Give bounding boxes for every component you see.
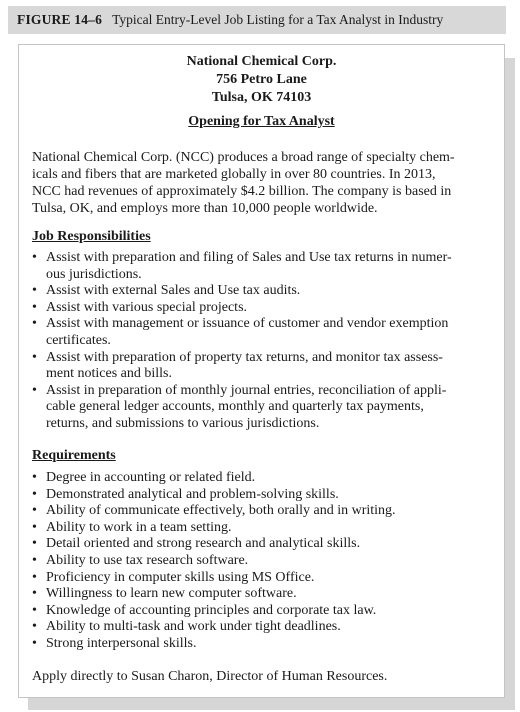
requirements-list [32, 470, 494, 653]
bullet-icon: • [32, 619, 37, 635]
bullet-icon: • [32, 283, 37, 299]
intro-line: National Chemical Corp. (NCC) produces a broad range of specialty chem- [32, 150, 455, 165]
figure-caption: Typical Entry-Level Job Listing for a Tax Analyst in Industry [112, 12, 444, 27]
bullet-icon: • [32, 250, 37, 265]
list-item-line: Assist with various special projects. [46, 299, 248, 315]
list-item-line: Demonstrated analytical and problem-solving skills. [46, 486, 339, 502]
list-item [32, 470, 494, 487]
list-item-line: Ability to multi-task and work under tight deadlines. [46, 619, 341, 635]
bullet-icon: • [32, 349, 37, 365]
bullet-icon: • [32, 552, 37, 568]
apply-instructions: Apply directly to Susan Charon, Director of Human Resources. [32, 669, 388, 684]
intro-line: NCC had revenues of approximately $4.2 billion. The company is based in [32, 184, 452, 199]
list-item-line: Assist with external Sales and Use tax audits. [46, 283, 301, 299]
list-item-line: Assist with preparation and filing of Sales and Use tax returns in numer- [46, 250, 452, 265]
list-item [32, 250, 494, 283]
responsibilities-list [32, 250, 494, 433]
bullet-icon: • [32, 470, 37, 485]
bullet-icon: • [32, 569, 37, 585]
company-intro [32, 149, 492, 217]
list-item-line: Strong interpersonal skills. [46, 635, 197, 651]
list-item [32, 383, 494, 433]
bullet-icon: • [32, 635, 37, 651]
list-item-line: certificates. [46, 332, 111, 348]
list-item-line: Knowledge of accounting principles and corporate tax law. [46, 602, 377, 618]
bullet-icon: • [32, 382, 37, 398]
list-item-line: Assist with management or issuance of customer and vendor exemption [46, 316, 449, 332]
list-item-line: Detail oriented and strong research and analytical skills. [46, 536, 361, 552]
list-item-line: cable general ledger accounts, monthly and quarterly tax payments, [46, 399, 424, 415]
list-item [32, 536, 494, 553]
company-name: National Chemical Corp. [186, 54, 337, 69]
figure-number: FIGURE 14–6 [17, 12, 103, 27]
list-item-line: Ability to use tax research software. [46, 552, 249, 568]
figure-caption-bar [8, 6, 506, 34]
bullet-icon: • [32, 586, 37, 602]
bullet-icon: • [32, 299, 37, 315]
list-item [32, 619, 494, 636]
list-item [32, 487, 494, 504]
list-item [32, 603, 494, 620]
list-item-line: Ability to work in a team setting. [46, 519, 232, 535]
company-street: 756 Petro Lane [216, 72, 307, 87]
intro-line: icals and fibers that are marketed globally in over 80 countries. In 2013, [32, 167, 436, 182]
requirements-heading: Requirements [32, 448, 116, 463]
list-item [32, 283, 494, 300]
company-city: Tulsa, OK 74103 [211, 90, 312, 105]
bullet-icon: • [32, 503, 37, 519]
list-item-line: ous jurisdictions. [46, 266, 142, 282]
bullet-icon: • [32, 602, 37, 618]
list-item-line: Willingness to learn new computer software. [46, 586, 297, 602]
bullet-icon: • [32, 316, 37, 332]
list-item-line: Assist in preparation of monthly journal entries, reconciliation of appli- [46, 382, 447, 398]
list-item [32, 570, 494, 587]
list-item-line: returns, and submissions to various jurisdictions. [46, 415, 320, 431]
list-item [32, 553, 494, 570]
list-item [32, 503, 494, 520]
responsibilities-heading: Job Responsibilities [32, 229, 151, 244]
list-item-line: ment notices and bills. [46, 366, 172, 382]
job-listing-card [18, 44, 505, 698]
bullet-icon: • [32, 536, 37, 552]
list-item-line: Assist with preparation of property tax returns, and monitor tax assess- [46, 349, 443, 365]
bullet-icon: • [32, 486, 37, 502]
list-item [32, 586, 494, 603]
list-item-line: Proficiency in computer skills using MS Office. [46, 569, 315, 585]
bullet-icon: • [32, 519, 37, 535]
list-item [32, 350, 494, 383]
list-item [32, 316, 494, 349]
list-item [32, 300, 494, 317]
list-item-line: Degree in accounting or related field. [46, 470, 256, 485]
list-item-line: Ability of communicate effectively, both orally and in writing. [46, 503, 396, 519]
opening-title: Opening for Tax Analyst [188, 114, 335, 129]
list-item [32, 520, 494, 537]
list-item [32, 636, 494, 653]
intro-line: Tulsa, OK, and employs more than 10,000 people worldwide. [32, 201, 378, 216]
